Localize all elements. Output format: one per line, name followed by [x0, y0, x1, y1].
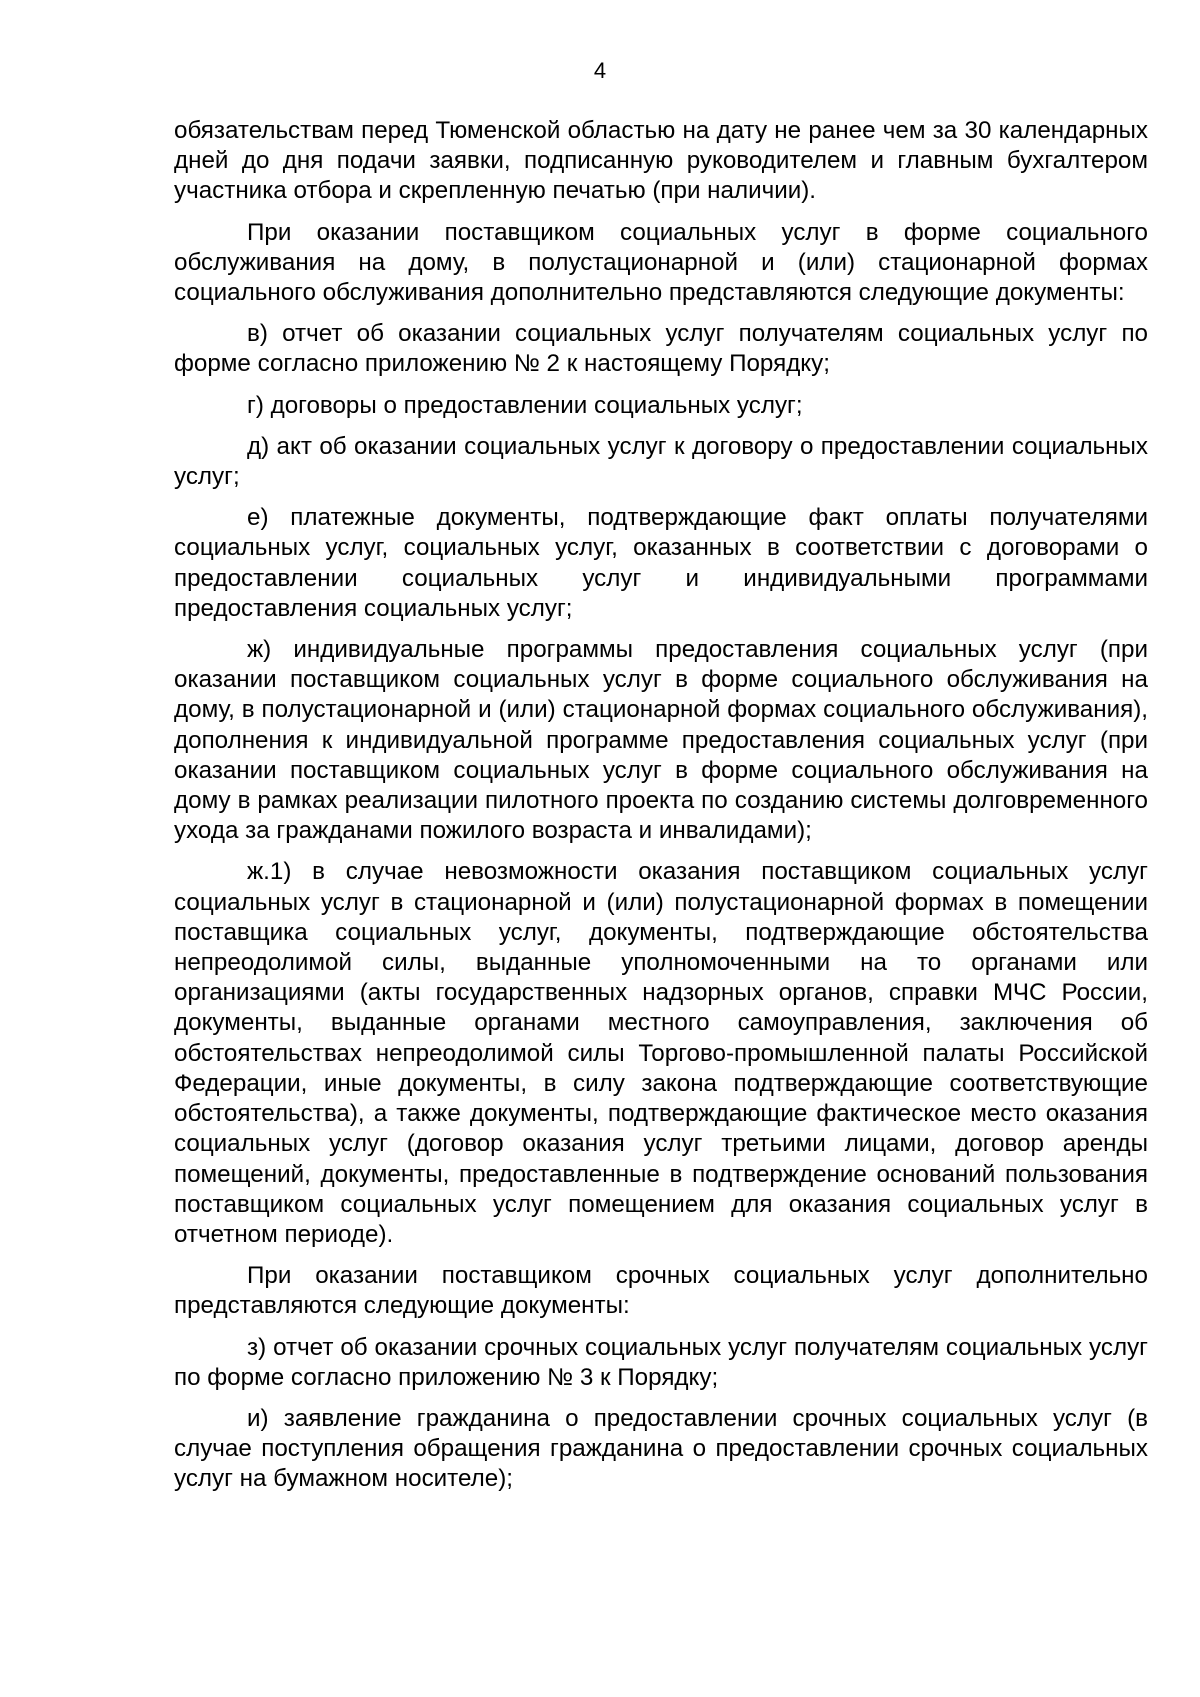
paragraph-item-e: е) платежные документы, подтверждающие факт оплаты получателями социальных услуг, социальных услуг, оказанных в соответствии с договорами о предоставлении социальных услуг и индивидуальными программами предоставления социальных услуг;	[174, 504, 1148, 622]
paragraph-continuation: обязательствам перед Тюменской областью на дату не ранее чем за 30 календарных дней до дня подачи заявки, подписанную руководителем и главным бухгалтером участника отбора и скрепленную печатью (при наличии).	[174, 117, 1148, 205]
paragraph-home-service-intro: При оказании поставщиком социальных услуг в форме социального обслуживания на дому, в полустационарной и (или) стационарной формах социального обслуживания дополнительно представляются следующие документы:	[174, 218, 1148, 307]
paragraph-item-zh: ж) индивидуальные программы предоставления социальных услуг (при оказании поставщиком социальных услуг в форме социального обслуживания на дому, в полустационарной и (или) стационарной формах социального обслуживания), дополнения к индивидуальной программе предоставления социальных услуг (при оказании поставщиком социальных услуг в форме социального обслуживания на дому в рамках реализации пилотного проекта по созданию системы долговременного ухода за гражданами пожилого возраста и инвалидами);	[174, 636, 1148, 845]
paragraph-item-v: в) отчет об оказании социальных услуг получателям социальных услуг по форме согласно приложению № 2 к настоящему Порядку;	[174, 320, 1148, 378]
document-body	[174, 116, 1148, 1506]
paragraph-item-z: з) отчет об оказании срочных социальных услуг получателям социальных услуг по форме согласно приложению № 3 к Порядку;	[174, 1333, 1148, 1391]
paragraph-urgent-service-intro: При оказании поставщиком срочных социальных услуг дополнительно представляются следующие документы:	[174, 1262, 1148, 1320]
paragraph-item-d: д) акт об оказании социальных услуг к договору о предоставлении социальных услуг;	[174, 432, 1148, 491]
page-number: 4	[593, 58, 607, 83]
paragraph-item-g: г) договоры о предоставлении социальных услуг;	[247, 391, 803, 419]
paragraph-item-i: и) заявление гражданина о предоставлении срочных социальных услуг (в случае поступления обращения гражданина о предоставлении срочных социальных услуг на бумажном носителе);	[174, 1404, 1148, 1493]
paragraph-item-zh1: ж.1) в случае невозможности оказания поставщиком социальных услуг социальных услуг в стационарной и (или) полустационарной формах в помещении поставщика социальных услуг, документы, подтверждающие обстоятельства непреодолимой силы, выданные уполномоченными на то органами или организациями (акты государственных надзорных органов, справки МЧС России, документы, выданные органами местного самоуправления, заключения об обстоятельствах непреодолимой силы Торгово-промышленной палаты Российской Федерации, иные документы, в силу закона подтверждающие соответствующие обстоятельства), а также документы, подтверждающие фактическое место оказания социальных услуг (договор оказания услуг третьими лицами, договор аренды помещений, документы, предоставленные в подтверждение оснований пользования поставщиком социальных услуг помещением для оказания социальных услуг в отчетном периоде).	[174, 858, 1148, 1248]
